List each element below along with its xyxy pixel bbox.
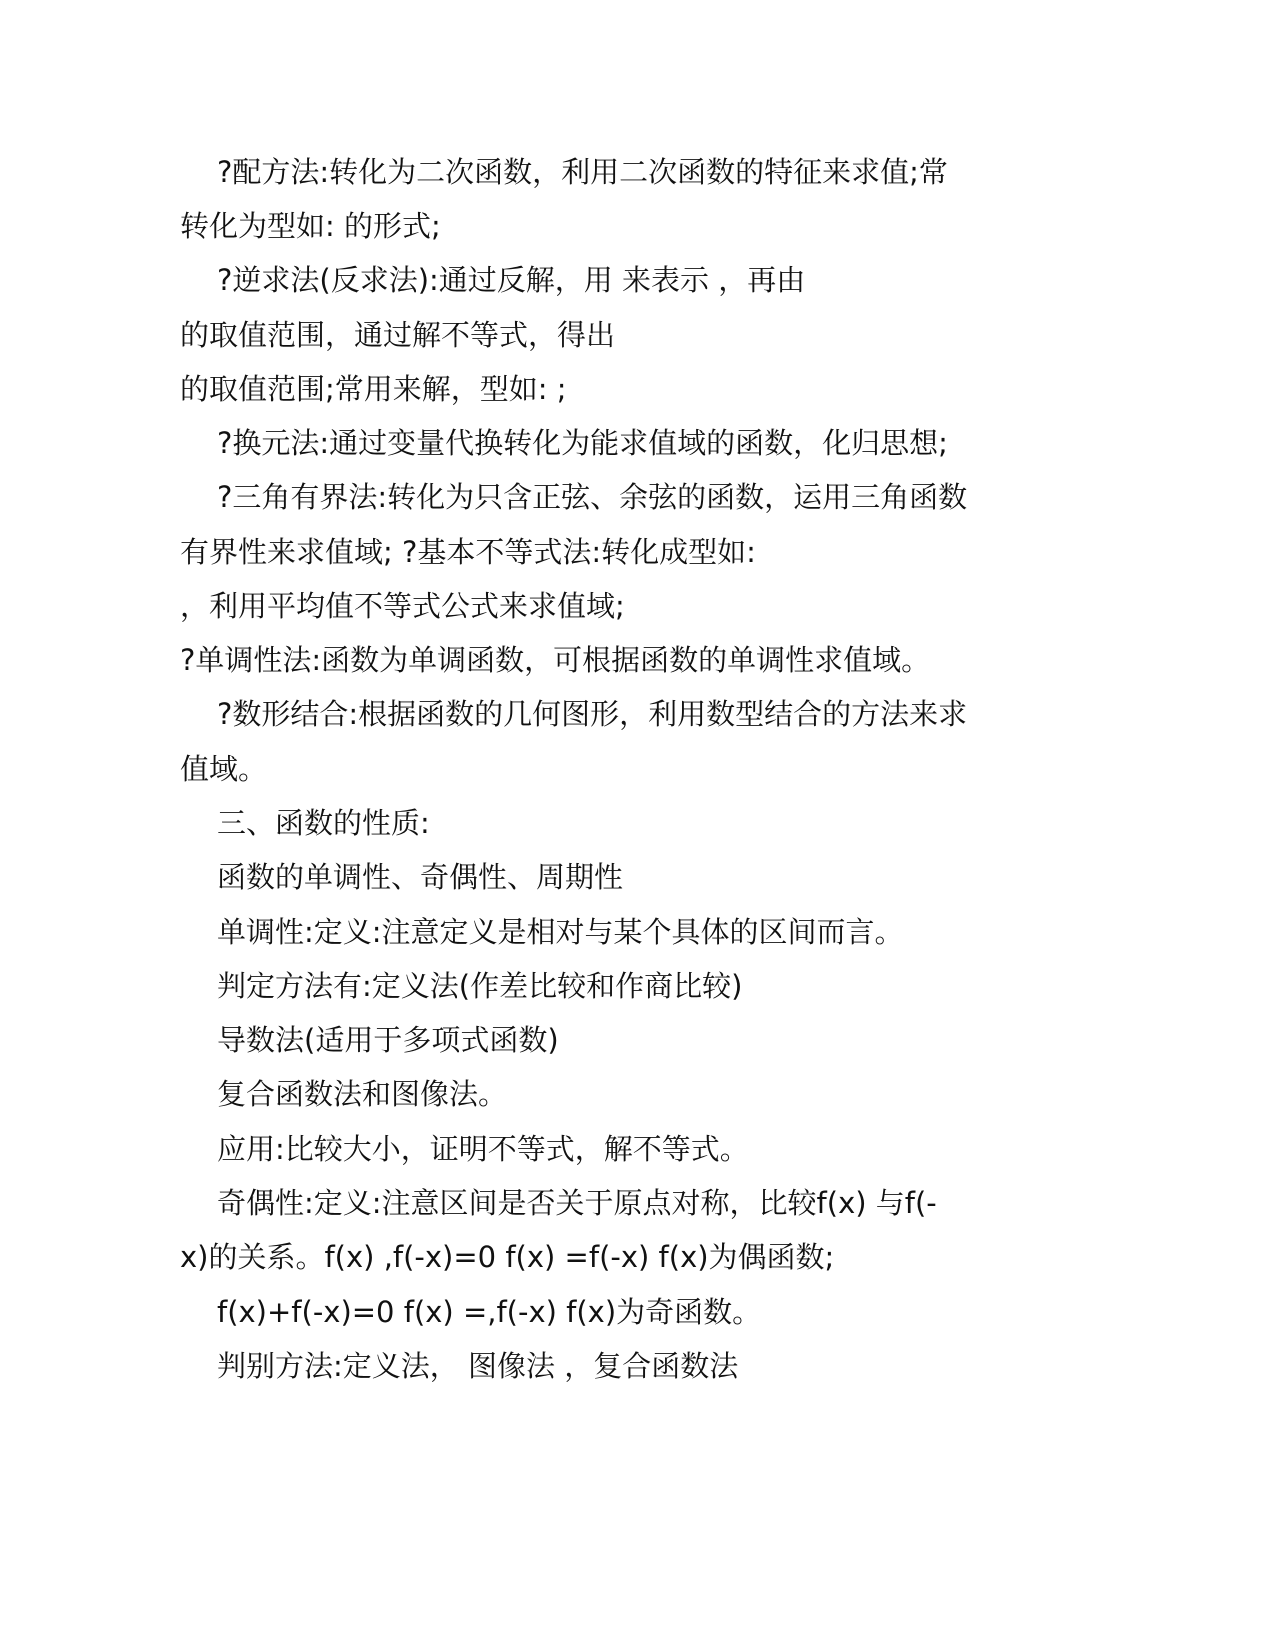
text-line-4: 的取值范围，通过解不等式，得出 (180, 318, 616, 352)
text-line-17: 导数法(适用于多项式函数) (217, 1023, 559, 1057)
text-line-1: ?配方法:转化为二次函数，利用二次函数的特征来求值;常 (217, 155, 948, 189)
text-line-11: ?数形结合:根据函数的几何图形，利用数型结合的方法来求 (217, 697, 968, 731)
text-line-19: 应用:比较大小，证明不等式，解不等式。 (217, 1132, 749, 1166)
text-line-3: ?逆求法(反求法):通过反解，用 来表示 ，再由 (217, 263, 806, 297)
text-line-9: ，利用平均值不等式公式来求值域; (180, 589, 625, 623)
text-line-20: 奇偶性:定义:注意区间是否关于原点对称，比较f(x) 与f(- (217, 1186, 937, 1220)
text-line-14: 函数的单调性、奇偶性、周期性 (217, 860, 624, 894)
text-line-8: 有界性来求值域; ?基本不等式法:转化成型如: (180, 535, 756, 569)
text-line-2: 转化为型如: 的形式; (180, 209, 441, 243)
text-line-23: 判别方法:定义法， 图像法 ，复合函数法 (217, 1349, 739, 1383)
text-line-5: 的取值范围;常用来解，型如: ; (180, 372, 567, 406)
section-heading: 三、函数的性质: (217, 806, 430, 840)
text-line-21: x)的关系。f(x) ,f(-x)=0 f(x) =f(-x) f(x)为偶函数; (180, 1240, 835, 1274)
text-line-12: 值域。 (180, 752, 268, 786)
text-line-10: ?单调性法:函数为单调函数，可根据函数的单调性求值域。 (180, 643, 931, 677)
text-line-18: 复合函数法和图像法。 (217, 1077, 508, 1111)
text-line-6: ?换元法:通过变量代换转化为能求值域的函数，化归思想; (217, 426, 948, 460)
text-line-15: 单调性:定义:注意定义是相对与某个具体的区间而言。 (217, 915, 904, 949)
text-line-22: f(x)+f(-x)=0 f(x) =,f(-x) f(x)为奇函数。 (217, 1295, 762, 1329)
text-line-16: 判定方法有:定义法(作差比较和作商比较) (217, 969, 743, 1003)
text-line-7: ?三角有界法:转化为只含正弦、余弦的函数，运用三角函数 (217, 480, 968, 514)
